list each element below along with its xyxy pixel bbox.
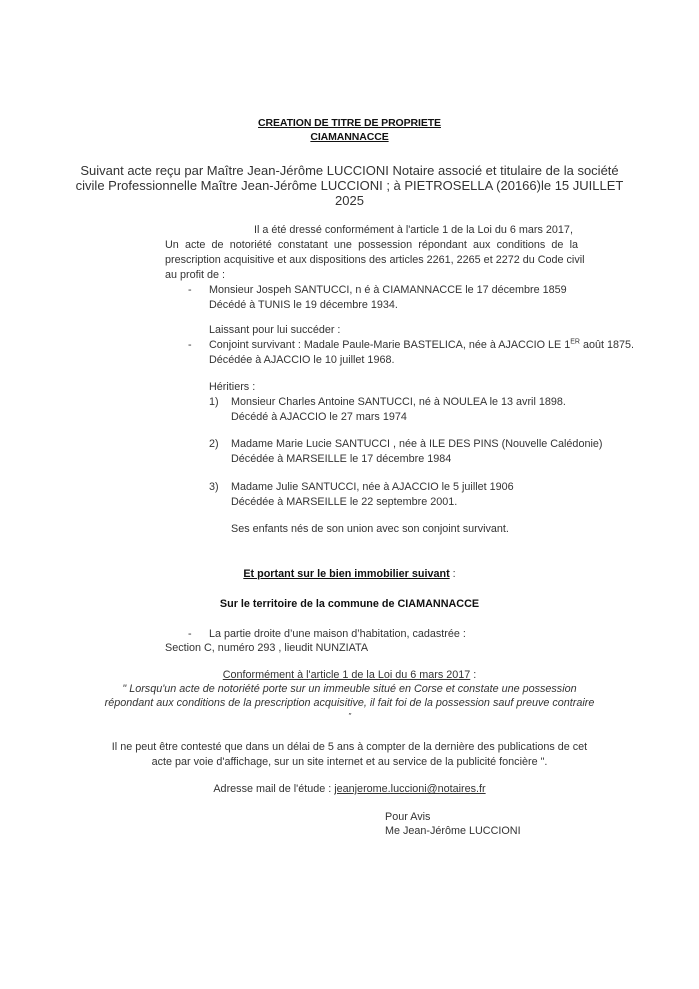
heir-3-line-2: Décédée à MARSEILLE le 22 septembre 2001. xyxy=(231,496,458,508)
preamble-line-3: prescription acquisitive et aux dispositions des articles 2261, 2265 et 2272 du Code civil xyxy=(165,254,585,266)
heir-2-number: 2) xyxy=(209,438,219,450)
intro-line-3: 2025 xyxy=(335,193,364,208)
property-heading-text: Et portant sur le bien immobilier suivant xyxy=(243,568,450,580)
bullet-dash: - xyxy=(188,628,192,640)
heir-3-line-1: Madame Julie SANTUCCI, née à AJACCIO le 5 juillet 1906 xyxy=(231,481,514,493)
property-heading xyxy=(0,567,699,582)
law-heading xyxy=(0,668,699,683)
intro-line-1: Suivant acte reçu par Maître Jean-Jérôme LUCCIONI Notaire associé et titulaire de la société xyxy=(80,163,619,178)
law-heading-colon: : xyxy=(470,669,477,681)
document-title: CREATION DE TITRE DE PROPRIETE xyxy=(258,117,441,129)
ordinal-superscript: ER xyxy=(570,338,580,346)
contest-line-1: Il ne peut être contesté que dans un délai de 5 ans à compter de la dernière des publications de cet xyxy=(111,741,588,753)
commune-heading: Sur le territoire de la commune de CIAMANNACCE xyxy=(219,598,480,610)
heir-1-line-1: Monsieur Charles Antoine SANTUCCI, né à NOULEA le 13 avril 1898. xyxy=(231,396,566,408)
email-line xyxy=(0,782,699,797)
heir-1-number: 1) xyxy=(209,396,219,408)
successors-label: Laissant pour lui succéder : xyxy=(209,324,341,336)
heir-2-line-1: Madame Marie Lucie SANTUCCI , née à ILE DES PINS (Nouvelle Calédonie) xyxy=(231,438,603,450)
contest-line-2: acte par voie d'affichage, sur un site internet et au service de la publicité foncière ". xyxy=(151,756,548,768)
email-label: Adresse mail de l'étude : xyxy=(213,783,335,795)
heirs-note: Ses enfants nés de son union avec son conjoint survivant. xyxy=(231,523,509,535)
property-line-2: Section C, numéro 293 , lieudit NUNZIATA xyxy=(165,642,369,654)
email-link[interactable]: jeanjerome.luccioni@notaires.fr xyxy=(334,783,486,795)
heir-3-number: 3) xyxy=(209,481,219,493)
preamble-line-4: au profit de : xyxy=(165,269,226,281)
beneficiary-line-1: Monsieur Jospeh SANTUCCI, n é à CIAMANNACCE le 17 décembre 1859 xyxy=(209,284,567,296)
preamble-line-1: Il a été dressé conformément à l'article 1 de la Loi du 6 mars 2017, xyxy=(254,224,573,236)
law-quote-line-2: répondant aux conditions de la prescription acquisitive, il fait foi de la possession sauf preuve contraire xyxy=(104,697,595,709)
heir-1-line-2: Décédé à AJACCIO le 27 mars 1974 xyxy=(231,411,407,423)
beneficiary-line-2: Décédé à TUNIS le 19 décembre 1934. xyxy=(209,299,398,311)
law-quote-line-3: " xyxy=(348,712,351,721)
heir-2-line-2: Décédée à MARSEILLE le 17 décembre 1984 xyxy=(231,453,452,465)
intro-line-2: civile Professionnelle Maître Jean-Jérôme LUCCIONI ; à PIETROSELLA (20166)le 15 JUILLET xyxy=(75,178,624,193)
signoff-line-2: Me Jean-Jérôme LUCCIONI xyxy=(385,825,521,837)
spouse-line-2: Décédée à AJACCIO le 10 juillet 1968. xyxy=(209,354,395,366)
spouse-text-end: août 1875. xyxy=(580,339,635,351)
law-heading-text: Conformément à l'article 1 de la Loi du 6 mars 2017 xyxy=(222,669,471,681)
signoff-line-1: Pour Avis xyxy=(385,811,431,823)
bullet-dash: - xyxy=(188,339,192,351)
spouse-line-1 xyxy=(209,338,634,353)
property-heading-colon: : xyxy=(449,568,456,580)
heirs-label: Héritiers : xyxy=(209,381,256,393)
preamble-line-2: Un acte de notoriété constatant une possession répondant aux conditions de la xyxy=(165,239,578,251)
law-quote-line-1: " Lorsqu'un acte de notoriété porte sur un immeuble situé en Corse et constate une possession xyxy=(122,683,577,695)
property-line-1: La partie droite d’une maison d’habitation, cadastrée : xyxy=(209,628,466,640)
document-subtitle: CIAMANNACCE xyxy=(310,131,389,143)
spouse-text: Conjoint survivant : Madale Paule-Marie BASTELICA, née à AJACCIO LE 1 xyxy=(209,339,571,351)
bullet-dash: - xyxy=(188,284,192,296)
